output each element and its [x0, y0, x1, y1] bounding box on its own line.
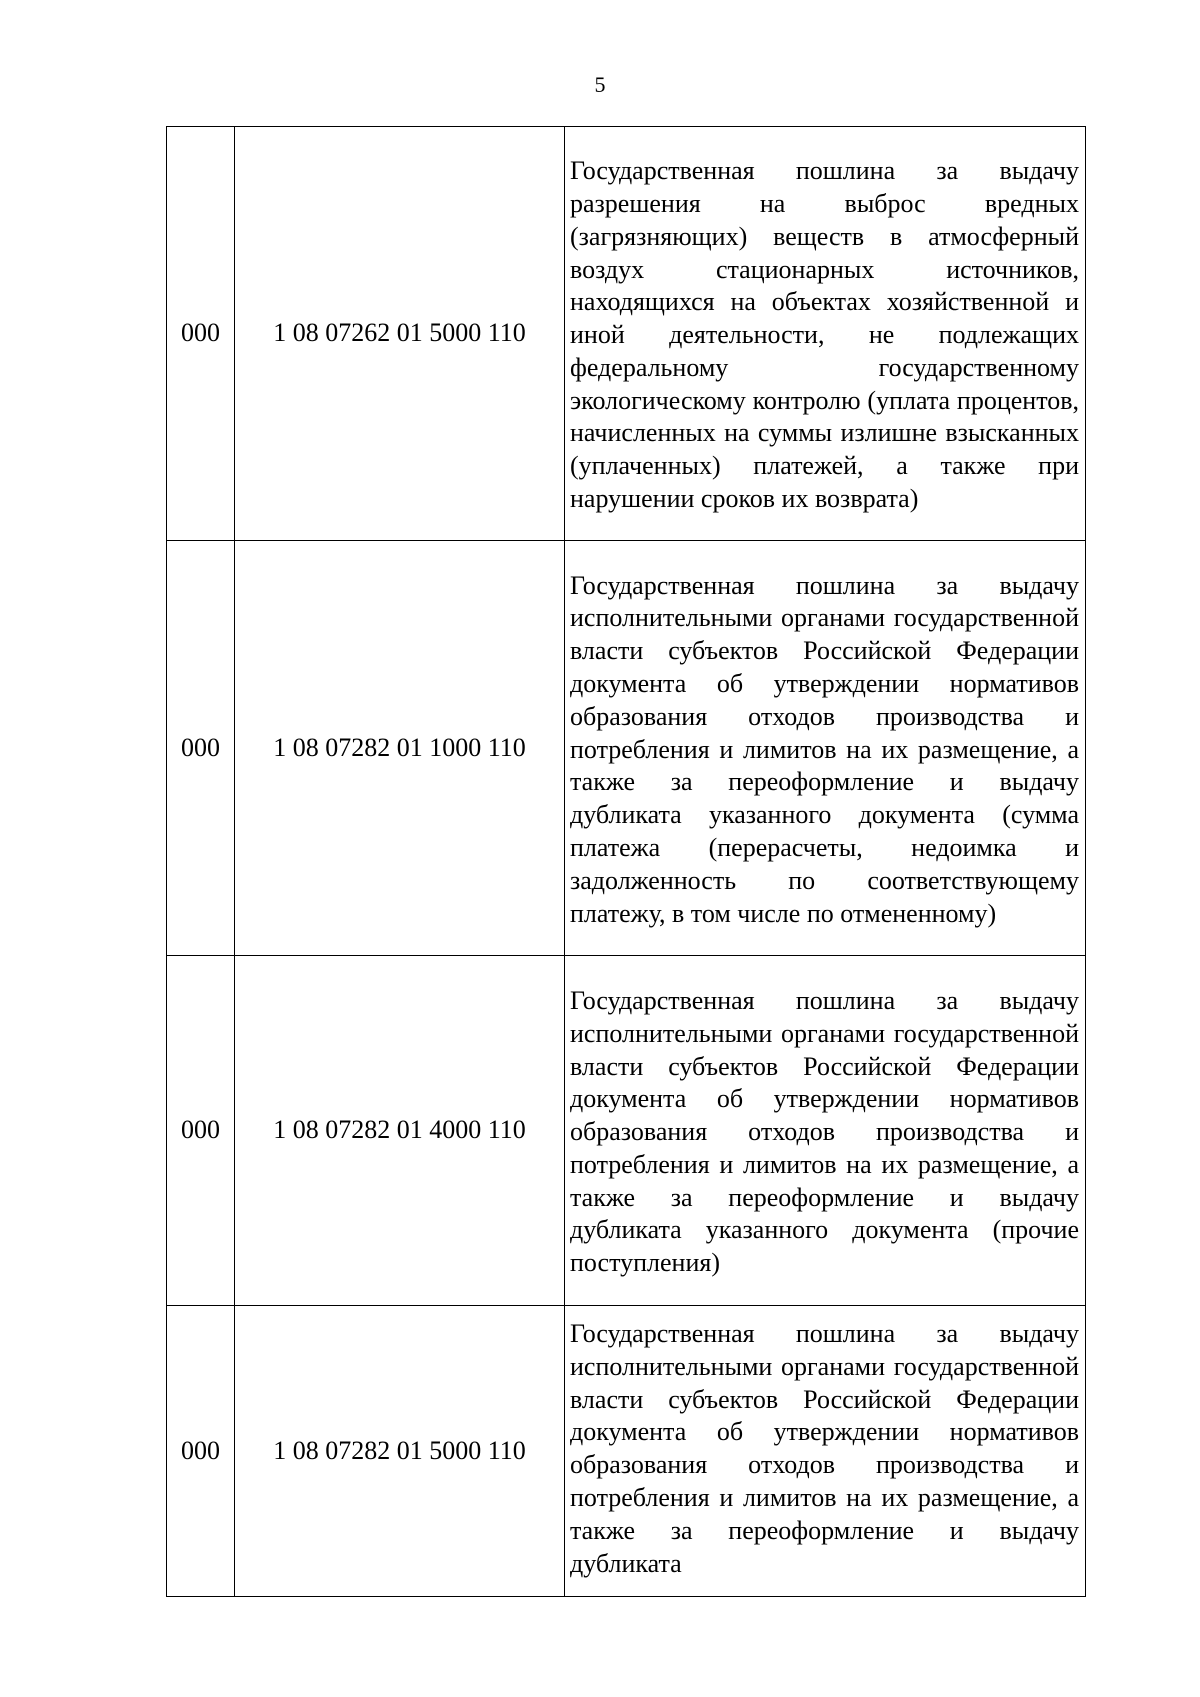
description-cell [565, 1306, 1086, 1597]
table-row [167, 956, 1086, 1306]
admin-code-cell: 000 [167, 127, 235, 541]
admin-code-cell: 000 [167, 1306, 235, 1597]
description-cell [565, 541, 1086, 956]
table-row [167, 127, 1086, 541]
budget-code-table [166, 126, 1086, 1597]
kbk-code-cell: 1 08 07282 01 1000 110 [235, 541, 565, 956]
page-number: 5 [594, 72, 606, 97]
description-text: Государственная пошлина за выдачу исполнительными органами государственной власти субъектов Российской Федерации документа об утверждении нормативов образования отходов производства и потребления и лимитов на их размещение, а также за переоформление и выдачу дубликата [570, 1319, 1079, 1578]
description-cell [565, 127, 1086, 541]
description-text: Государственная пошлина за выдачу разрешения на выброс вредных (загрязняющих) веществ в атмосферный воздух стационарных источников, находящихся на объектах хозяйственной и иной деятельности, не подлежащих федеральному государственному экологическому контролю (уплата процентов, начисленных на суммы излишне взысканных (уплаченных) платежей, а также при нарушении сроков их возврата) [570, 156, 1079, 514]
description-text: Государственная пошлина за выдачу исполнительными органами государственной власти субъектов Российской Федерации документа об утверждении нормативов образования отходов производства и потребления и лимитов на их размещение, а также за переоформление и выдачу дубликата указанного документа (сумма платежа (перерасчеты, недоимка и задолженность по соответствующему платежу, в том числе по отмененному) [570, 570, 1079, 928]
description-cell [565, 956, 1086, 1306]
description-text: Государственная пошлина за выдачу исполнительными органами государственной власти субъектов Российской Федерации документа об утверждении нормативов образования отходов производства и потребления и лимитов на их размещение, а также за переоформление и выдачу дубликата указанного документа (прочие поступления) [570, 985, 1079, 1278]
admin-code-cell: 000 [167, 541, 235, 956]
kbk-code-cell: 1 08 07262 01 5000 110 [235, 127, 565, 541]
kbk-code-cell: 1 08 07282 01 4000 110 [235, 956, 565, 1306]
admin-code-cell: 000 [167, 956, 235, 1306]
table-row [167, 1306, 1086, 1597]
table-row [167, 541, 1086, 956]
kbk-code-cell: 1 08 07282 01 5000 110 [235, 1306, 565, 1597]
